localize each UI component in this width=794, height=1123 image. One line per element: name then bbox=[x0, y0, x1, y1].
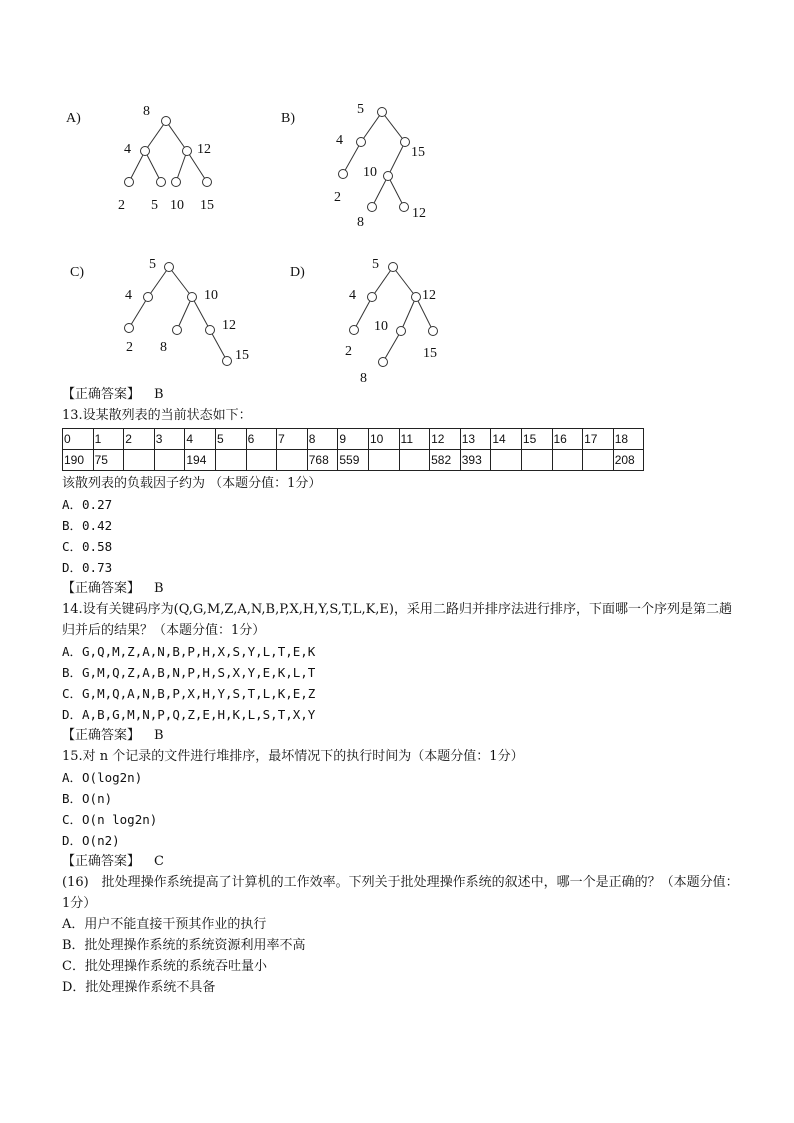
node-label: 5 bbox=[357, 102, 364, 117]
hash-index-cell: 12 bbox=[430, 429, 461, 450]
hash-value-cell bbox=[368, 450, 399, 471]
q15-option-d: D．O(n2) bbox=[62, 833, 120, 848]
tree-node bbox=[144, 293, 153, 302]
node-label: 8 bbox=[160, 340, 167, 355]
q15-option-a: A．O(log2n) bbox=[62, 770, 143, 785]
tree-a bbox=[66, 104, 214, 213]
hash-index-cell: 18 bbox=[613, 429, 644, 450]
hash-value-cell: 208 bbox=[613, 450, 644, 471]
q15-stem: 15.对 n 个记录的文件进行堆排序，最坏情况下的执行时间为（本题分值：1分） bbox=[62, 749, 524, 764]
hash-index-cell: 10 bbox=[368, 429, 399, 450]
tree-node bbox=[173, 326, 182, 335]
hash-value-cell bbox=[124, 450, 155, 471]
node-label: 4 bbox=[336, 133, 343, 148]
q15-answer bbox=[62, 851, 742, 872]
hash-table bbox=[62, 428, 644, 471]
q15-option-b: B．O(n) bbox=[62, 791, 113, 806]
tree-node bbox=[384, 172, 393, 181]
tree-options-diagram bbox=[0, 0, 794, 384]
node-label: 2 bbox=[334, 190, 341, 205]
node-label: 10 bbox=[204, 288, 218, 303]
tree-label: D) bbox=[290, 265, 305, 280]
hash-index-cell: 14 bbox=[491, 429, 522, 450]
hash-index-cell: 15 bbox=[521, 429, 552, 450]
hash-index-cell: 1 bbox=[93, 429, 124, 450]
node-label: 12 bbox=[412, 206, 426, 221]
tree-node bbox=[188, 293, 197, 302]
tree-node bbox=[172, 178, 181, 187]
node-label: 8 bbox=[357, 215, 364, 230]
hash-value-cell bbox=[399, 450, 430, 471]
node-label: 2 bbox=[118, 198, 125, 213]
node-label: 8 bbox=[143, 104, 150, 119]
node-label: 12 bbox=[422, 288, 436, 303]
node-label: 15 bbox=[423, 346, 437, 361]
tree-node bbox=[183, 147, 192, 156]
tree-node bbox=[379, 358, 388, 367]
answer-value: C bbox=[154, 854, 164, 869]
answer-value: B bbox=[154, 387, 164, 402]
node-label: 8 bbox=[360, 371, 367, 384]
hash-value-cell: 582 bbox=[430, 450, 461, 471]
q16-option-a: A．用户不能直接干预其作业的执行 bbox=[62, 917, 267, 932]
hash-index-cell: 9 bbox=[338, 429, 369, 450]
hash-value-cell bbox=[277, 450, 308, 471]
tree-node bbox=[157, 178, 166, 187]
hash-value-cell bbox=[154, 450, 185, 471]
hash-value-cell bbox=[583, 450, 614, 471]
node-label: 10 bbox=[363, 165, 377, 180]
tree-c bbox=[70, 257, 249, 366]
hash-index-cell: 6 bbox=[246, 429, 277, 450]
hash-value-row bbox=[63, 450, 644, 471]
q12-answer bbox=[62, 384, 742, 405]
q14-option-c: C．G,M,Q,A,N,B,P,X,H,Y,S,T,L,K,E,Z bbox=[62, 686, 316, 701]
hash-index-cell: 7 bbox=[277, 429, 308, 450]
node-label: 15 bbox=[411, 145, 425, 160]
tree-b bbox=[281, 102, 426, 230]
q16-option-d: D．批处理操作系统不具备 bbox=[62, 980, 216, 995]
hash-index-cell: 11 bbox=[399, 429, 430, 450]
q13-option-c: C．0.58 bbox=[62, 539, 113, 554]
tree-node bbox=[368, 293, 377, 302]
tree-label: C) bbox=[70, 265, 84, 280]
tree-node bbox=[165, 263, 174, 272]
q14-option-d: D．A,B,G,M,N,P,Q,Z,E,H,K,L,S,T,X,Y bbox=[62, 707, 316, 722]
q16-option-b: B．批处理操作系统的系统资源利用率不高 bbox=[62, 938, 306, 953]
hash-value-cell: 194 bbox=[185, 450, 216, 471]
tree-node bbox=[223, 357, 232, 366]
hash-value-cell: 190 bbox=[63, 450, 94, 471]
tree-node bbox=[412, 293, 421, 302]
tree-label: A) bbox=[66, 111, 81, 126]
hash-index-row bbox=[63, 429, 644, 450]
hash-index-cell: 2 bbox=[124, 429, 155, 450]
hash-index-cell: 16 bbox=[552, 429, 583, 450]
node-label: 12 bbox=[197, 142, 211, 157]
hash-value-cell bbox=[215, 450, 246, 471]
node-label: 5 bbox=[149, 257, 156, 272]
tree-node bbox=[401, 138, 410, 147]
q13-option-a: A．0.27 bbox=[62, 497, 113, 512]
q13-stem: 13.设某散列表的当前状态如下： bbox=[62, 408, 252, 423]
hash-index-cell: 0 bbox=[63, 429, 94, 450]
hash-index-cell: 8 bbox=[307, 429, 338, 450]
q16-stem: (16) 批处理操作系统提高了计算机的工作效率。下列关于批处理操作系统的叙述中，哪一个是正确的？（本题分值：1分） bbox=[62, 875, 739, 911]
node-label: 10 bbox=[170, 198, 184, 213]
answer-label: 【正确答案】 bbox=[62, 854, 141, 869]
tree-node bbox=[339, 170, 348, 179]
tree-node bbox=[378, 108, 387, 117]
hash-value-cell bbox=[521, 450, 552, 471]
node-label: 5 bbox=[151, 198, 158, 213]
tree-node bbox=[206, 326, 215, 335]
tree-node bbox=[429, 327, 438, 336]
node-label: 5 bbox=[372, 257, 379, 272]
tree-node bbox=[125, 324, 134, 333]
node-label: 10 bbox=[374, 319, 388, 334]
q14-option-b: B．G,M,Q,Z,A,B,N,P,H,S,X,Y,E,K,L,T bbox=[62, 665, 316, 680]
q14-answer bbox=[62, 725, 742, 746]
hash-index-cell: 5 bbox=[215, 429, 246, 450]
hash-index-cell: 13 bbox=[460, 429, 491, 450]
node-label: 4 bbox=[349, 288, 356, 303]
node-label: 2 bbox=[126, 340, 133, 355]
tree-node bbox=[162, 117, 171, 126]
tree-node bbox=[368, 203, 377, 212]
node-label: 2 bbox=[345, 344, 352, 359]
tree-label: B) bbox=[281, 111, 295, 126]
hash-value-cell: 559 bbox=[338, 450, 369, 471]
answer-value: B bbox=[154, 581, 164, 596]
q13-answer bbox=[62, 578, 742, 599]
hash-value-cell bbox=[552, 450, 583, 471]
tree-node bbox=[397, 327, 406, 336]
q14-option-a: A．G,Q,M,Z,A,N,B,P,H,X,S,Y,L,T,E,K bbox=[62, 644, 316, 659]
node-label: 4 bbox=[124, 142, 131, 157]
tree-node bbox=[350, 326, 359, 335]
hash-value-cell: 393 bbox=[460, 450, 491, 471]
tree-node bbox=[389, 263, 398, 272]
q13-question: 该散列表的负载因子约为 （本题分值：1分） bbox=[62, 476, 322, 491]
q16-option-c: C．批处理操作系统的系统吞吐量小 bbox=[62, 959, 267, 974]
hash-value-cell: 768 bbox=[307, 450, 338, 471]
answer-label: 【正确答案】 bbox=[62, 387, 141, 402]
q13-option-d: D．0.73 bbox=[62, 560, 113, 575]
hash-index-cell: 4 bbox=[185, 429, 216, 450]
node-label: 15 bbox=[235, 348, 249, 363]
answer-value: B bbox=[154, 728, 164, 743]
tree-node bbox=[125, 178, 134, 187]
node-label: 4 bbox=[125, 288, 132, 303]
q15-option-c: C．O(n log2n) bbox=[62, 812, 158, 827]
q13-option-b: B．0.42 bbox=[62, 518, 113, 533]
tree-node bbox=[357, 138, 366, 147]
hash-index-cell: 3 bbox=[154, 429, 185, 450]
node-label: 12 bbox=[222, 318, 236, 333]
node-label: 15 bbox=[200, 198, 214, 213]
tree-node bbox=[203, 178, 212, 187]
answer-label: 【正确答案】 bbox=[62, 581, 141, 596]
hash-value-cell bbox=[246, 450, 277, 471]
hash-value-cell: 75 bbox=[93, 450, 124, 471]
question-content bbox=[62, 384, 742, 998]
tree-node bbox=[400, 203, 409, 212]
q14-stem: 14.设有关键码序为(Q,G,M,Z,A,N,B,P,X,H,Y,S,T,L,K,E)，采用二路归并排序法进行排序，下面哪一个序列是第二趟归并后的结果？（本题分值：1分） bbox=[62, 602, 732, 638]
tree-d bbox=[290, 257, 438, 384]
answer-label: 【正确答案】 bbox=[62, 728, 141, 743]
tree-node bbox=[141, 147, 150, 156]
hash-index-cell: 17 bbox=[583, 429, 614, 450]
hash-value-cell bbox=[491, 450, 522, 471]
